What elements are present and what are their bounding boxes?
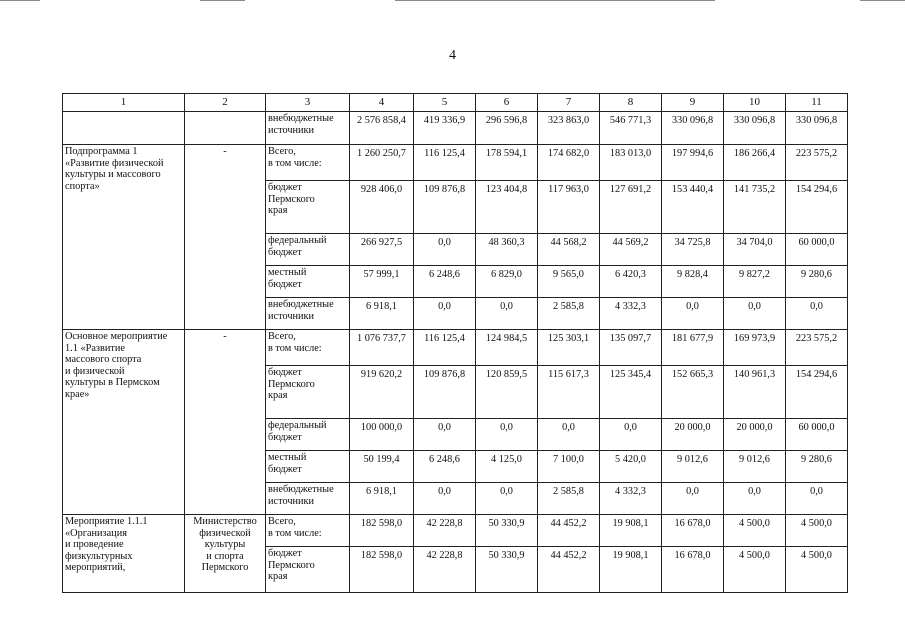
funding-source-cell: Всего, в том числе: bbox=[266, 145, 350, 181]
amount-cell: 60 000,0 bbox=[786, 419, 848, 451]
funding-source-cell: внебюджетные источники bbox=[266, 483, 350, 515]
budget-table bbox=[62, 93, 848, 593]
funding-source-cell: внебюджетные источники bbox=[266, 112, 350, 145]
amount-cell: 117 963,0 bbox=[538, 181, 600, 234]
amount-cell: 0,0 bbox=[414, 298, 476, 330]
amount-cell: 42 228,8 bbox=[414, 547, 476, 593]
column-number-cell: 10 bbox=[724, 94, 786, 112]
amount-cell: 0,0 bbox=[538, 419, 600, 451]
amount-cell: 4 332,3 bbox=[600, 483, 662, 515]
amount-cell: 57 999,1 bbox=[350, 266, 414, 298]
amount-cell: 127 691,2 bbox=[600, 181, 662, 234]
amount-cell: 0,0 bbox=[724, 483, 786, 515]
column-number-cell: 5 bbox=[414, 94, 476, 112]
amount-cell: 0,0 bbox=[476, 419, 538, 451]
amount-cell: 50 330,9 bbox=[476, 515, 538, 547]
scan-edge-artifact bbox=[0, 0, 905, 2]
amount-cell: 0,0 bbox=[724, 298, 786, 330]
amount-cell: 140 961,3 bbox=[724, 366, 786, 419]
amount-cell: 0,0 bbox=[414, 419, 476, 451]
amount-cell: 4 332,3 bbox=[600, 298, 662, 330]
amount-cell: 116 125,4 bbox=[414, 330, 476, 366]
amount-cell: 9 280,6 bbox=[786, 451, 848, 483]
amount-cell: 16 678,0 bbox=[662, 547, 724, 593]
funding-source-cell: Всего, в том числе: bbox=[266, 330, 350, 366]
amount-cell: 2 576 858,4 bbox=[350, 112, 414, 145]
amount-cell: 50 199,4 bbox=[350, 451, 414, 483]
funding-source-cell: Всего, в том числе: bbox=[266, 515, 350, 547]
amount-cell: 6 248,6 bbox=[414, 266, 476, 298]
amount-cell: 223 575,2 bbox=[786, 145, 848, 181]
amount-cell: 0,0 bbox=[786, 483, 848, 515]
amount-cell: 0,0 bbox=[414, 234, 476, 266]
amount-cell: 9 827,2 bbox=[724, 266, 786, 298]
amount-cell: 125 303,1 bbox=[538, 330, 600, 366]
amount-cell: 0,0 bbox=[414, 483, 476, 515]
column-number-cell: 9 bbox=[662, 94, 724, 112]
amount-cell: 116 125,4 bbox=[414, 145, 476, 181]
funding-source-cell: федеральный бюджет bbox=[266, 234, 350, 266]
funding-source-cell: федеральный бюджет bbox=[266, 419, 350, 451]
amount-cell: 4 500,0 bbox=[724, 515, 786, 547]
amount-cell: 197 994,6 bbox=[662, 145, 724, 181]
amount-cell: 20 000,0 bbox=[662, 419, 724, 451]
amount-cell: 44 452,2 bbox=[538, 547, 600, 593]
table-row bbox=[63, 515, 848, 547]
funding-source-cell: местный бюджет bbox=[266, 266, 350, 298]
amount-cell: 34 704,0 bbox=[724, 234, 786, 266]
amount-cell: 9 012,6 bbox=[724, 451, 786, 483]
amount-cell: 154 294,6 bbox=[786, 181, 848, 234]
name-cell-continued bbox=[63, 112, 185, 145]
amount-cell: 9 565,0 bbox=[538, 266, 600, 298]
amount-cell: 174 682,0 bbox=[538, 145, 600, 181]
amount-cell: 182 598,0 bbox=[350, 547, 414, 593]
amount-cell: 296 596,8 bbox=[476, 112, 538, 145]
column-number-cell: 3 bbox=[266, 94, 350, 112]
executor-cell: - bbox=[185, 330, 266, 515]
amount-cell: 419 336,9 bbox=[414, 112, 476, 145]
amount-cell: 44 452,2 bbox=[538, 515, 600, 547]
page-number: 4 bbox=[449, 48, 456, 63]
table-row bbox=[63, 330, 848, 366]
amount-cell: 44 568,2 bbox=[538, 234, 600, 266]
amount-cell: 4 500,0 bbox=[786, 515, 848, 547]
amount-cell: 6 918,1 bbox=[350, 298, 414, 330]
amount-cell: 266 927,5 bbox=[350, 234, 414, 266]
amount-cell: 0,0 bbox=[600, 419, 662, 451]
column-number-cell: 1 bbox=[63, 94, 185, 112]
amount-cell: 109 876,8 bbox=[414, 366, 476, 419]
amount-cell: 42 228,8 bbox=[414, 515, 476, 547]
amount-cell: 0,0 bbox=[786, 298, 848, 330]
amount-cell: 6 918,1 bbox=[350, 483, 414, 515]
amount-cell: 2 585,8 bbox=[538, 298, 600, 330]
amount-cell: 19 908,1 bbox=[600, 547, 662, 593]
column-number-cell: 7 bbox=[538, 94, 600, 112]
table-row bbox=[63, 112, 848, 145]
amount-cell: 135 097,7 bbox=[600, 330, 662, 366]
amount-cell: 182 598,0 bbox=[350, 515, 414, 547]
column-number-cell: 11 bbox=[786, 94, 848, 112]
amount-cell: 4 500,0 bbox=[786, 547, 848, 593]
amount-cell: 34 725,8 bbox=[662, 234, 724, 266]
amount-cell: 1 260 250,7 bbox=[350, 145, 414, 181]
amount-cell: 1 076 737,7 bbox=[350, 330, 414, 366]
amount-cell: 154 294,6 bbox=[786, 366, 848, 419]
column-number-cell: 8 bbox=[600, 94, 662, 112]
amount-cell: 100 000,0 bbox=[350, 419, 414, 451]
amount-cell: 919 620,2 bbox=[350, 366, 414, 419]
program-name-cell: Основное мероприятие 1.1 «Развитие массового спорта и физической культуры в Пермском крае» bbox=[63, 330, 185, 515]
amount-cell: 48 360,3 bbox=[476, 234, 538, 266]
amount-cell: 928 406,0 bbox=[350, 181, 414, 234]
amount-cell: 330 096,8 bbox=[662, 112, 724, 145]
amount-cell: 152 665,3 bbox=[662, 366, 724, 419]
amount-cell: 153 440,4 bbox=[662, 181, 724, 234]
amount-cell: 44 569,2 bbox=[600, 234, 662, 266]
amount-cell: 0,0 bbox=[476, 483, 538, 515]
amount-cell: 5 420,0 bbox=[600, 451, 662, 483]
amount-cell: 120 859,5 bbox=[476, 366, 538, 419]
amount-cell: 9 828,4 bbox=[662, 266, 724, 298]
amount-cell: 6 829,0 bbox=[476, 266, 538, 298]
amount-cell: 323 863,0 bbox=[538, 112, 600, 145]
amount-cell: 169 973,9 bbox=[724, 330, 786, 366]
amount-cell: 183 013,0 bbox=[600, 145, 662, 181]
funding-source-cell: бюджет Пермского края bbox=[266, 547, 350, 593]
amount-cell: 6 420,3 bbox=[600, 266, 662, 298]
amount-cell: 125 345,4 bbox=[600, 366, 662, 419]
amount-cell: 7 100,0 bbox=[538, 451, 600, 483]
amount-cell: 330 096,8 bbox=[786, 112, 848, 145]
funding-source-cell: бюджет Пермского края bbox=[266, 181, 350, 234]
amount-cell: 9 012,6 bbox=[662, 451, 724, 483]
amount-cell: 20 000,0 bbox=[724, 419, 786, 451]
amount-cell: 60 000,0 bbox=[786, 234, 848, 266]
amount-cell: 124 984,5 bbox=[476, 330, 538, 366]
column-number-cell: 2 bbox=[185, 94, 266, 112]
amount-cell: 0,0 bbox=[662, 483, 724, 515]
executor-cell: - bbox=[185, 145, 266, 330]
program-name-cell: Мероприятие 1.1.1 «Организация и проведение физкультурных мероприятий, bbox=[63, 515, 185, 593]
column-number-cell: 6 bbox=[476, 94, 538, 112]
amount-cell: 2 585,8 bbox=[538, 483, 600, 515]
program-name-cell: Подпрограмма 1 «Развитие физической культуры и массового спорта» bbox=[63, 145, 185, 330]
funding-source-cell: местный бюджет bbox=[266, 451, 350, 483]
amount-cell: 109 876,8 bbox=[414, 181, 476, 234]
column-number-cell: 4 bbox=[350, 94, 414, 112]
amount-cell: 50 330,9 bbox=[476, 547, 538, 593]
amount-cell: 181 677,9 bbox=[662, 330, 724, 366]
amount-cell: 223 575,2 bbox=[786, 330, 848, 366]
amount-cell: 141 735,2 bbox=[724, 181, 786, 234]
amount-cell: 0,0 bbox=[476, 298, 538, 330]
amount-cell: 0,0 bbox=[662, 298, 724, 330]
amount-cell: 6 248,6 bbox=[414, 451, 476, 483]
table-row bbox=[63, 145, 848, 181]
executor-cell-continued bbox=[185, 112, 266, 145]
amount-cell: 19 908,1 bbox=[600, 515, 662, 547]
amount-cell: 115 617,3 bbox=[538, 366, 600, 419]
amount-cell: 186 266,4 bbox=[724, 145, 786, 181]
amount-cell: 16 678,0 bbox=[662, 515, 724, 547]
amount-cell: 330 096,8 bbox=[724, 112, 786, 145]
amount-cell: 4 500,0 bbox=[724, 547, 786, 593]
header-row bbox=[63, 94, 848, 112]
amount-cell: 9 280,6 bbox=[786, 266, 848, 298]
funding-source-cell: внебюджетные источники bbox=[266, 298, 350, 330]
executor-cell: Министерство физической культуры и спорта Пермского bbox=[185, 515, 266, 593]
amount-cell: 178 594,1 bbox=[476, 145, 538, 181]
funding-source-cell: бюджет Пермского края bbox=[266, 366, 350, 419]
amount-cell: 123 404,8 bbox=[476, 181, 538, 234]
amount-cell: 546 771,3 bbox=[600, 112, 662, 145]
amount-cell: 4 125,0 bbox=[476, 451, 538, 483]
